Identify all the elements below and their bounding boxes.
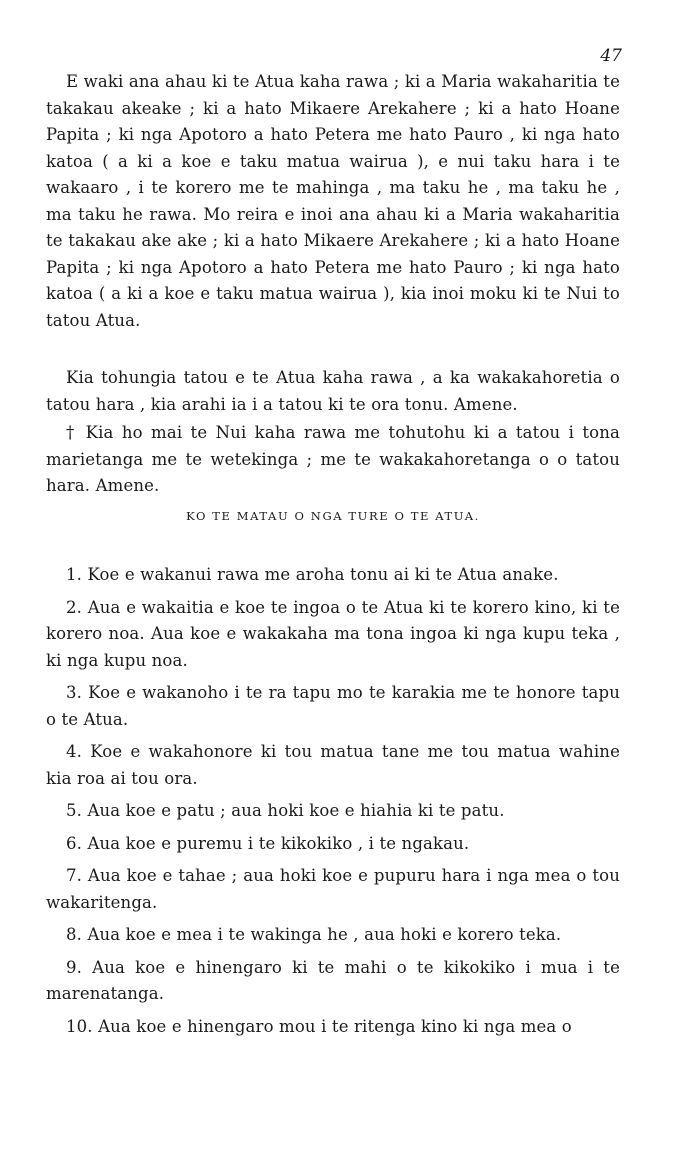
commandment-item: 2. Aua e wakaitia e koe te ingoa o te Atua ki te korero kino, ki te korero noa. Aua koe e wakakaha ma tona ingoa ki nga kupu teka , ki nga kupu noa. xyxy=(46,597,620,670)
page-number: 47 xyxy=(600,46,622,66)
commandment-item: 8. Aua koe e mea i te wakinga he , aua hoki e korero teka. xyxy=(66,925,562,944)
section-heading: KO TE MATAU O NGA TURE O TE ATUA. xyxy=(186,509,480,523)
confiteor-paragraph xyxy=(46,69,620,334)
commandment-item: 4. Koe e wakahonore ki tou matua tane me tou matua wahine kia roa ai tou ora. xyxy=(46,742,620,788)
commandment-item: 6. Aua koe e puremu i te kikokiko , i te ngakau. xyxy=(66,833,470,853)
paragraph-text: E waki ana ahau ki te Atua kaha rawa ; ki a Maria wakaharitia te takakau akeake ; ki a hato Mikaere Arekahere ; ki a hato Hoane Papita ; ki nga Apotoro a hato Petera me hato Pauro , ki nga hato katoa ( a ki a koe e taku matua wairua ), e nui taku hara i te wakaaro , i te korero me te mahinga , ma taku he , ma taku he , ma taku he rawa. Mo reira e inoi ana ahau ki a Maria wakaharitia te takakau ake ake ; ki a hato Mikaere Arekahere ; ki a hato Hoane Papita ; ki nga Apotoro a hato Petera me hato Pauro ; ki nga hato katoa ( a ki a koe e taku matua wairua ), kia inoi moku ki te Nui to tatou Atua. xyxy=(46,72,620,330)
commandment-item: 7. Aua koe e tahae ; aua hoki koe e pupuru hara i nga mea o tou wakaritenga. xyxy=(46,866,620,912)
commandment-item: 10. Aua koe e hinengaro mou i te ritenga kino ki nga mea o xyxy=(66,1016,572,1036)
absolution-paragraph xyxy=(46,365,620,418)
commandment-item: 9. Aua koe e hinengaro ki te mahi o te kikokiko i mua i te marenatanga. xyxy=(46,957,620,1003)
commandment-item: 1. Koe e wakanui rawa me aroha tonu ai ki te Atua anake. xyxy=(66,565,559,584)
paragraph-text: † Kia ho mai te Nui kaha rawa me tohutohu ki a tatou i tona marietanga me te wetekinga ; me te wakakahoretanga o o tatou hara. Amene. xyxy=(46,423,620,495)
commandments-list xyxy=(46,562,620,1046)
remission-paragraph xyxy=(46,420,620,500)
commandment-item: 3. Koe e wakanoho i te ra tapu mo te karakia me te honore tapu o te Atua. xyxy=(46,683,620,729)
commandment-item: 5. Aua koe e patu ; aua hoki koe e hiahia ki te patu. xyxy=(66,801,505,820)
paragraph-text: Kia tohungia tatou e te Atua kaha rawa , a ka wakakahoretia o tatou hara , kia arahi ia i a tatou ki te ora tonu. Amene. xyxy=(46,368,620,414)
